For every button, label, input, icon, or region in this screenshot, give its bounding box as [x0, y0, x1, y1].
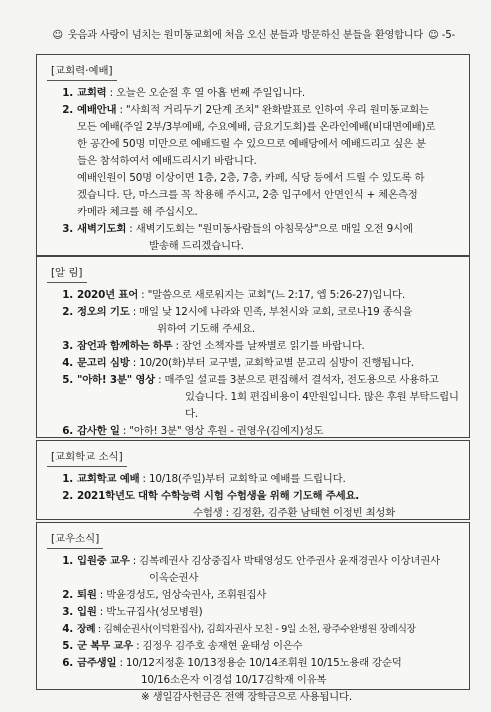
- smile-icon: ☺: [428, 30, 439, 41]
- list-item: 1. 2020년 표어 : "말씀으로 새로워지는 교회"(느 2:17, 엡 5:26-27)입니다.: [62, 289, 405, 301]
- section-worship: [36, 54, 470, 256]
- section-title: [교우소식]: [47, 531, 103, 549]
- list-item: 5. "아하! 3분" 영상 : 매주일 설교를 3분으로 편집해서 결석자, 전도용으로 사용하고 있습니다. 1회 편집비용이 4만원입니다. 많은 후원 부탁드립니다.: [62, 374, 459, 420]
- welcome-text: 웃음과 사랑이 넘치는 원미동교회에 처음 오신 분들과 방문하신 분들을 환영합니다: [67, 30, 424, 41]
- page-header: [0, 27, 491, 44]
- list-item: 1. 교회학교 예배 : 10/18(주일)부터 교회학교 예배를 드립니다.: [62, 473, 346, 485]
- list-item: 6. 금주생일 : 10/12지정훈 10/13정용순 10/14조휘원 10/15노용래 강순덕 10/16소은자 이경섭 10/17김학재 이유복 ※ 생일감사헌금은 전액 장학금으로 사용됩니다.: [62, 657, 402, 703]
- list-item: 4. 문고리 심방 : 10/20(화)부터 교구별, 교회학교별 문고리 심방이 진행됩니다.: [62, 357, 414, 369]
- list-item: 1. 교회력 : 오늘은 오순절 후 열 아홉 번째 주일입니다.: [62, 87, 305, 99]
- list-item: 1. 입원중 교우 : 김복례권사 김상중집사 박태영성도 안주권사 윤재경권사 이상녀권사 이옥순권사: [62, 555, 440, 584]
- list-item: 3. 입원 : 박노규집사(성모병원): [62, 606, 203, 618]
- list-item: 2. 정오의 기도 : 매일 낮 12시에 나라와 민족, 부천시와 교회, 코로나19 종식을 위하여 기도해 주세요.: [62, 306, 413, 335]
- list-item: 5. 군 복무 교우 : 김정우 김주호 송재현 윤태성 이은수: [62, 640, 303, 652]
- list-item: 3. 잠언과 함께하는 하루 : 잠언 소책자를 날짜별로 읽기를 바랍니다.: [62, 340, 365, 352]
- section-church-school: [36, 440, 470, 520]
- list-item: 4. 장례 : 김혜순권사(이덕환집사), 김희자권사 모친 - 9일 소천, 광주수완병원 장례식장: [62, 623, 416, 635]
- section-title: [교회력·예배]: [47, 63, 117, 81]
- section-notices: [36, 256, 470, 438]
- smile-icon: ☺: [52, 30, 63, 41]
- page-number: -5-: [441, 30, 455, 41]
- list-item: 2. 예배안내 : "사회적 거리두기 2단계 조치" 완화발표로 인하여 우리 원미동교회는 모든 예배(주일 2부/3부예배, 수요예배, 금요기도회)를 온라인예배(비대면예배)로 한 공간에 50명 미만으로 예배드릴 수 있으므로 예배당에서 예배드리고 싶은 분 들은 참석하여서 예배드리시기 바랍니다. 예배인원이 50명 이상이면 1층, 2층, 7층, 카페, 식당 등에서 드릴 수 있도록 하 겠습니다. 단, 마스크를 꼭 착용해 주시고, 2층 입구에서 안면인식 + 체온측정 카메라 체크를 해 주십시오.: [62, 104, 436, 218]
- list-item: 2. 2021학년도 대학 수학능력 시험 수험생을 위해 기도해 주세요. 수험생 : 김정환, 김주환 남태현 이정빈 최성화: [62, 490, 396, 519]
- list-item: 3. 새벽기도회 : 새벽기도회는 "원미동사람들의 아침묵상"으로 매일 오전 9시에 발송해 드리겠습니다.: [62, 223, 413, 252]
- list-item: 2. 퇴원 : 박윤경성도, 엄상숙권사, 조휘원집사: [62, 589, 267, 601]
- list-item: 6. 감사한 일 : "아하! 3분" 영상 후원 - 권영우(김예지)성도: [62, 425, 324, 437]
- section-members-news: [36, 522, 470, 703]
- section-title: [교회학교 소식]: [47, 449, 127, 467]
- section-title: [알 림]: [47, 265, 87, 283]
